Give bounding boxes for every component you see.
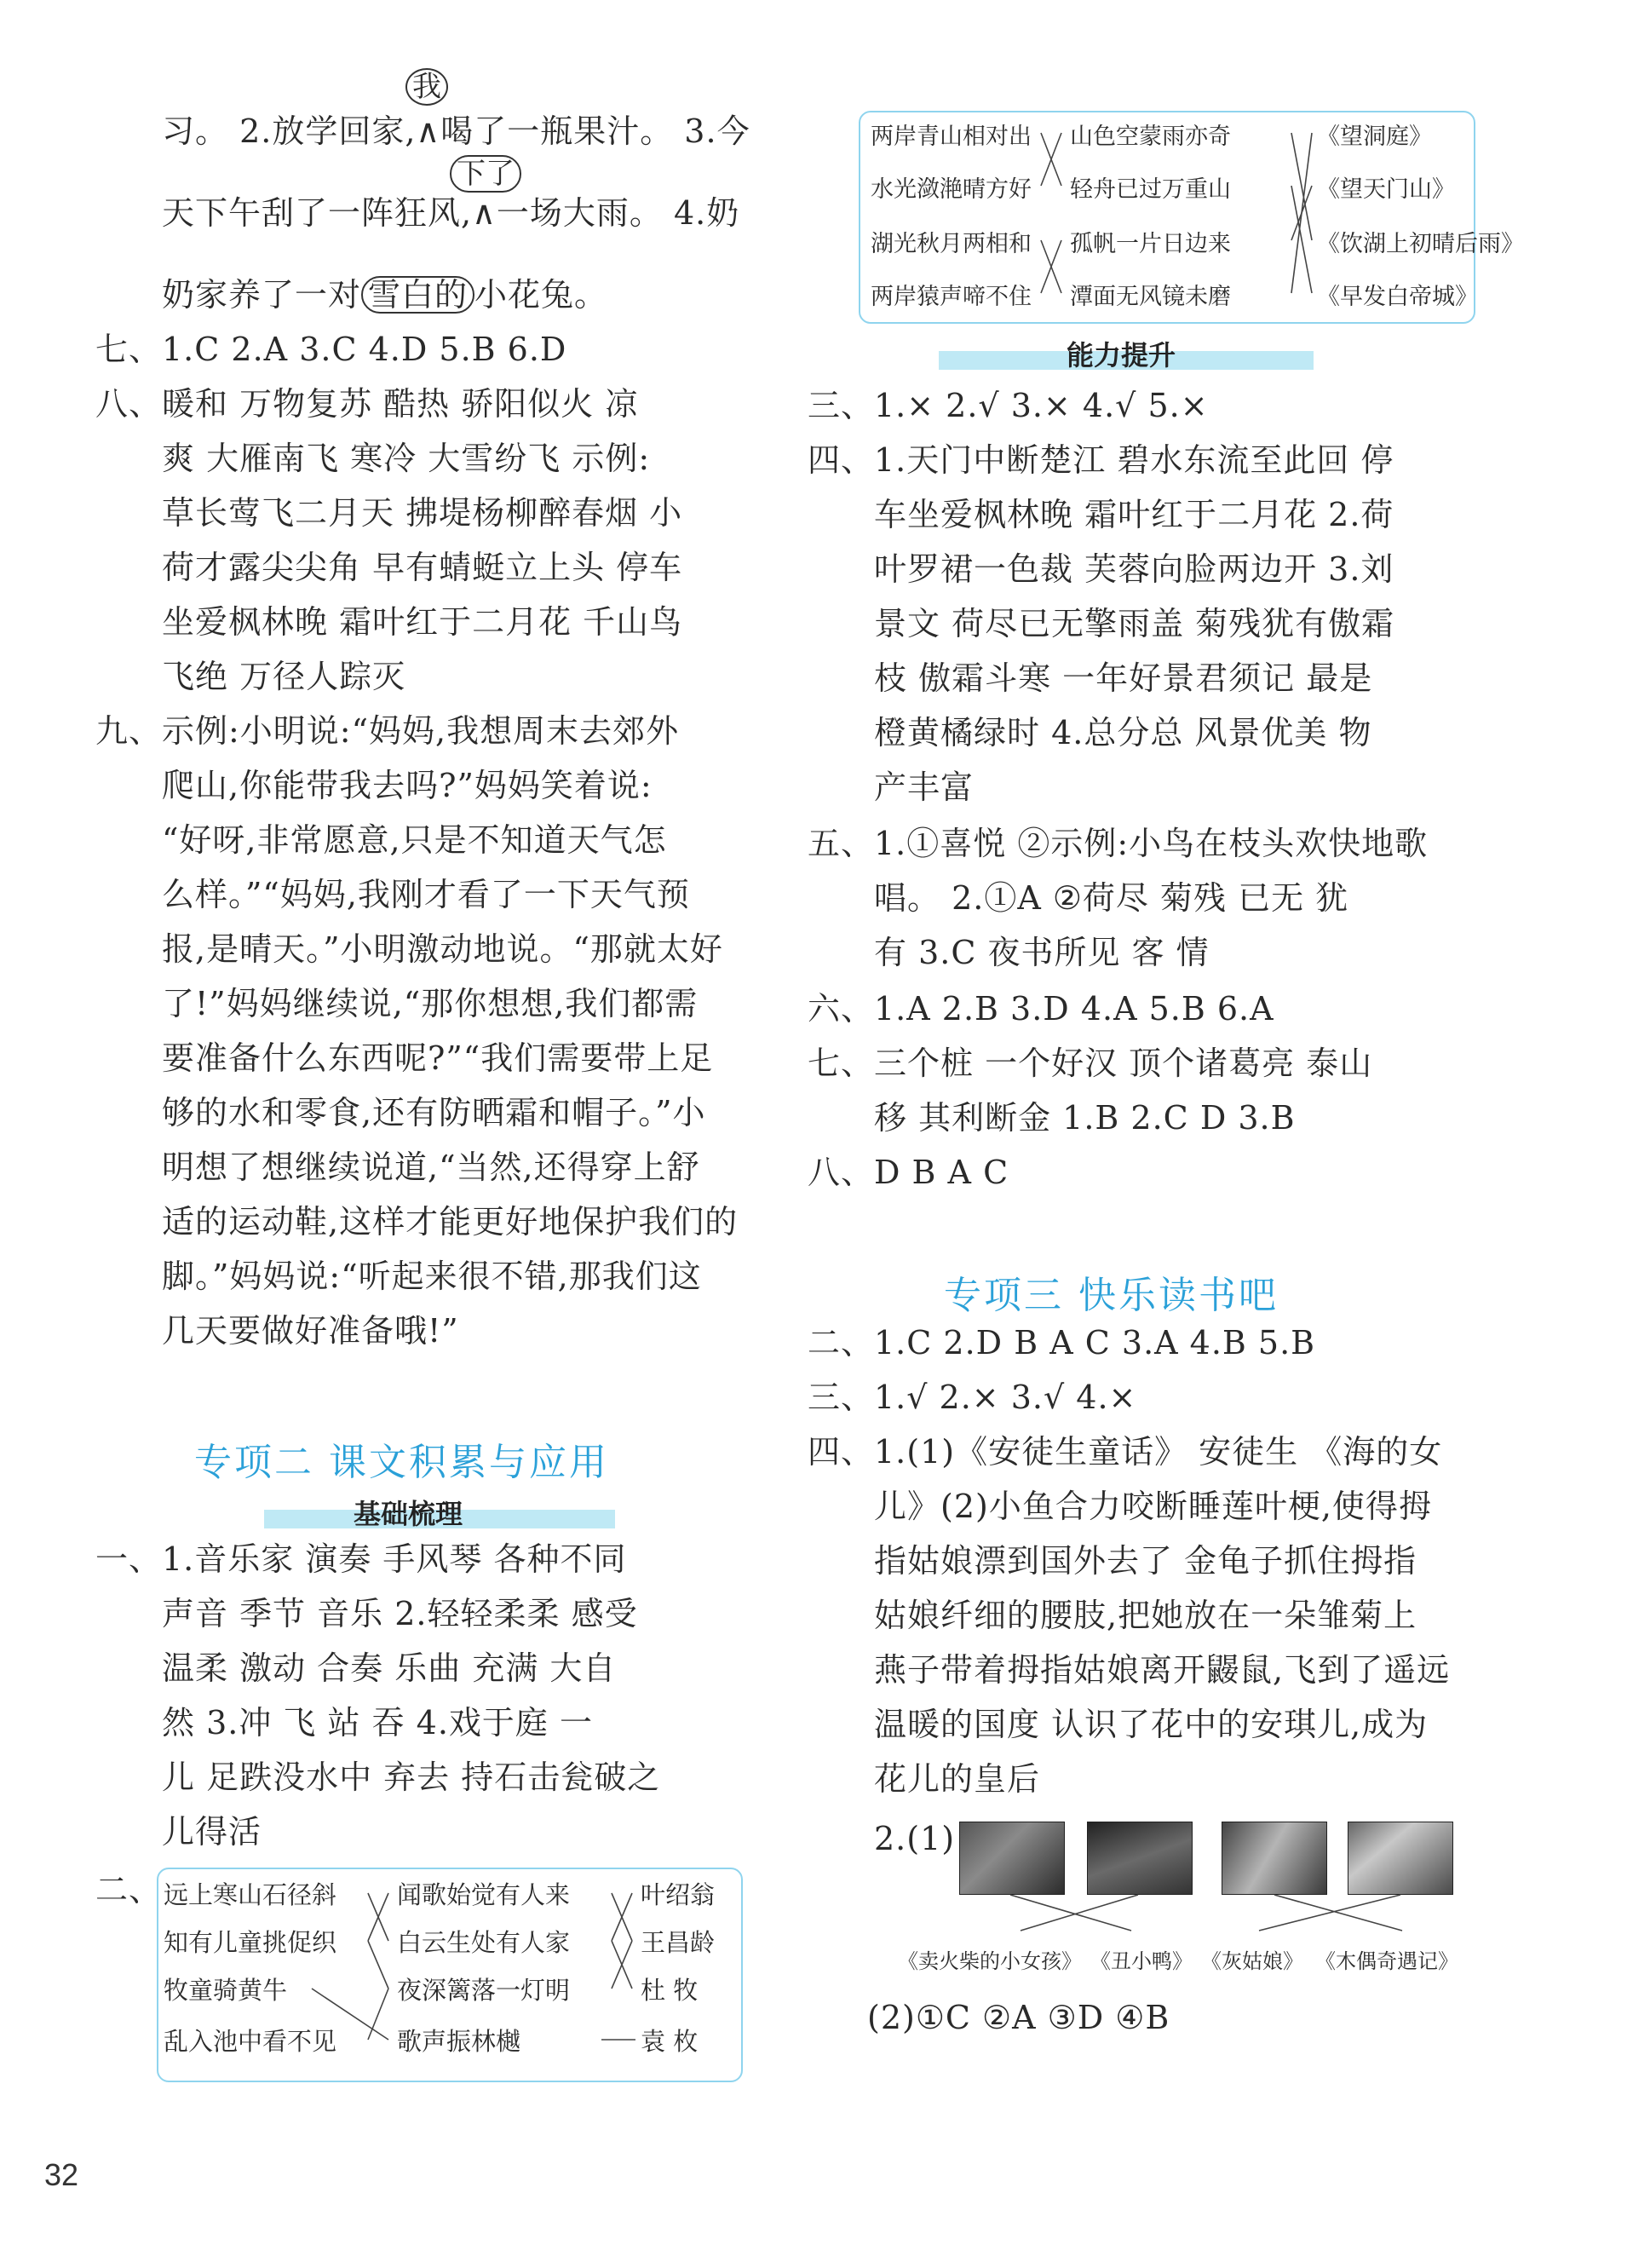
s3-q4-2-label: 2.(1) bbox=[874, 1820, 956, 1857]
r-q5-line: 有 3.C 夜书所见 客 情 bbox=[874, 934, 1210, 971]
q9-line: 爬山,你能带我去吗?”妈妈笑着说: bbox=[162, 767, 653, 804]
s3-q2: 二、1.C 2.D B A C 3.A 4.B 5.B bbox=[808, 1324, 1316, 1361]
text-fragment: 奶家养了一对 bbox=[162, 276, 362, 314]
circled-word: 雪白的 bbox=[361, 276, 474, 314]
page-number: 32 bbox=[44, 2157, 79, 2192]
match-item: 轻舟已过万重山 bbox=[1070, 176, 1231, 203]
r-q8: 八、D B A C bbox=[808, 1154, 1009, 1191]
r-q7-line: 移 其利断金 1.B 2.C D 3.B bbox=[874, 1099, 1296, 1137]
q8-line: 坐爱枫林晚 霜叶红于二月花 千山鸟 bbox=[162, 603, 683, 641]
matching-box-right bbox=[859, 111, 1524, 324]
q9-line: 几天要做好准备哦!” bbox=[162, 1312, 459, 1350]
match-item: 牧童骑黄牛 bbox=[164, 1976, 288, 2005]
match-item: 潭面无风镜未磨 bbox=[1070, 284, 1231, 310]
r-q4-line: 枝 傲霜斗寒 一年好景君须记 最是 bbox=[874, 659, 1373, 697]
q9-line: 明想了想继续说道,“当然,还得穿上舒 bbox=[162, 1148, 700, 1186]
match-item: 乱入池中看不见 bbox=[164, 2027, 337, 2056]
match-item: 白云生处有人家 bbox=[397, 1928, 571, 1957]
q9-line: 了!”妈妈继续说,“那你想想,我们都需 bbox=[162, 985, 699, 1022]
r-q4-line: 产丰富 bbox=[874, 768, 975, 806]
s3-q3: 三、1.√ 2.× 3.√ 4.× bbox=[808, 1379, 1137, 1416]
r-q3: 三、1.× 2.√ 3.× 4.√ 5.× bbox=[808, 387, 1209, 424]
illustration-thumb-3 bbox=[1222, 1822, 1327, 1895]
book-title: 《卖火柴的小女孩》 bbox=[898, 1949, 1082, 1973]
book-title: 《丑小鸭》 bbox=[1090, 1949, 1193, 1973]
match-item: 山色空蒙雨亦奇 bbox=[1070, 124, 1231, 150]
text-line: 习。 2.放学回家,∧喝了一瓶果汁。 3.今 bbox=[162, 112, 750, 150]
s3-q4-2-answers: (2)①C ②A ③D ④B bbox=[867, 1999, 1170, 2036]
r-q5-line: 五、1.①喜悦 ②示例:小鸟在枝头欢快地歌 bbox=[808, 825, 1429, 862]
text-fragment: 小花兔。 bbox=[474, 276, 608, 314]
s3-q4-line: 指姑娘漂到国外去了 金龟子抓住拇指 bbox=[874, 1542, 1417, 1580]
q8-line: 八、暖和 万物复苏 酷热 骄阳似火 凉 bbox=[95, 385, 639, 423]
text-line bbox=[162, 274, 607, 315]
q9-line: 要准备什么东西呢?”“我们需要带上足 bbox=[162, 1039, 714, 1077]
match-item: 水光潋滟晴方好 bbox=[871, 176, 1032, 203]
r-q7-line: 七、三个桩 一个好汉 顶个诸葛亮 泰山 bbox=[808, 1045, 1373, 1082]
illustration-thumb-2 bbox=[1087, 1822, 1193, 1895]
q9-line: 报,是晴天。”小明激动地说。“那就太好 bbox=[162, 930, 723, 968]
q9-line: 九、示例:小明说:“妈妈,我想周末去郊外 bbox=[95, 712, 680, 750]
s3-q4-line: 四、1.(1)《安徒生童话》 安徒生 《海的女 bbox=[808, 1433, 1443, 1471]
ability-subheading: 能力提升 bbox=[1067, 339, 1176, 371]
text-line: 天下午刮了一阵狂风,∧一场大雨。 4.奶 bbox=[162, 194, 740, 232]
q8-line: 草长莺飞二月天 拂堤杨柳醉春烟 小 bbox=[162, 494, 683, 532]
match-item: 叶绍翁 bbox=[641, 1880, 716, 1909]
matching-box-left bbox=[157, 1868, 743, 2082]
r-q4-line: 景文 荷尽已无擎雨盖 菊残犹有傲霜 bbox=[874, 605, 1395, 642]
match-item: 远上寒山石径斜 bbox=[164, 1880, 337, 1909]
section-2-subheading: 基础梳理 bbox=[354, 1498, 463, 1530]
s2-q1-line: 一、1.音乐家 演奏 手风琴 各种不同 bbox=[95, 1540, 627, 1578]
section-3-title: 专项三 快乐读书吧 bbox=[944, 1274, 1279, 1317]
match-item: 闻歌始觉有人来 bbox=[397, 1880, 571, 1909]
match-item: 袁 枚 bbox=[641, 2027, 699, 2056]
match-item: 歌声振林樾 bbox=[397, 2027, 521, 2056]
match-item: 孤帆一片日边来 bbox=[1070, 231, 1231, 257]
s2-q1-line: 儿 足跌没水中 弃去 持石击瓮破之 bbox=[162, 1759, 661, 1796]
s3-q4-line: 温暖的国度 认识了花中的安琪儿,成为 bbox=[874, 1706, 1429, 1743]
match-item: 杜 牧 bbox=[641, 1976, 699, 2005]
match-item: 《饮湖上初晴后雨》 bbox=[1317, 231, 1524, 257]
book-title: 《木偶奇遇记》 bbox=[1315, 1949, 1458, 1973]
match-item: 《望洞庭》 bbox=[1317, 124, 1432, 150]
q9-line: “好呀,非常愿意,只是不知道天气怎 bbox=[162, 821, 667, 859]
q9-line: 么样。”“妈妈,我刚才看了一下天气预 bbox=[162, 876, 690, 913]
insert-annotation-2: 下了 bbox=[450, 155, 521, 193]
match-item: 湖光秋月两相和 bbox=[871, 231, 1032, 257]
s3-q4-line: 姑娘纤细的腰肢,把她放在一朵雏菊上 bbox=[874, 1597, 1417, 1634]
illustration-thumb-4 bbox=[1348, 1822, 1453, 1895]
s2-q1-line: 然 3.冲 飞 站 吞 4.戏于庭 一 bbox=[162, 1704, 593, 1741]
s3-q4-line: 花儿的皇后 bbox=[874, 1760, 1041, 1798]
r-q4-line: 四、1.天门中断楚江 碧水东流至此回 停 bbox=[808, 441, 1394, 479]
illustration-thumb-1 bbox=[959, 1822, 1065, 1895]
r-q4-line: 叶罗裙一色裁 芙蓉向脸两边开 3.刘 bbox=[874, 550, 1394, 588]
insert-annotation-1: 我 bbox=[405, 68, 448, 106]
book-title: 《灰姑娘》 bbox=[1201, 1949, 1303, 1973]
s2-q2-label: 二、 bbox=[95, 1871, 163, 1908]
s3-q4-line: 儿》(2)小鱼合力咬断睡莲叶梗,使得拇 bbox=[874, 1488, 1432, 1525]
r-q6: 六、1.A 2.B 3.D 4.A 5.B 6.A bbox=[808, 990, 1274, 1028]
q8-line: 飞绝 万径人踪灭 bbox=[162, 658, 406, 695]
q8-line: 荷才露尖尖角 早有蜻蜓立上头 停车 bbox=[162, 549, 683, 586]
s2-q1-line: 声音 季节 音乐 2.轻轻柔柔 感受 bbox=[162, 1595, 638, 1632]
match-item: 两岸青山相对出 bbox=[871, 124, 1032, 150]
r-q5-line: 唱。 2.①A ②荷尽 菊残 已无 犹 bbox=[874, 879, 1349, 917]
match-item: 夜深篱落一灯明 bbox=[397, 1976, 571, 2005]
q8-line: 爽 大雁南飞 寒冷 大雪纷飞 示例: bbox=[162, 440, 651, 477]
match-item: 《望天门山》 bbox=[1317, 176, 1455, 203]
s2-q1-line: 温柔 激动 合奏 乐曲 充满 大自 bbox=[162, 1649, 617, 1687]
section-2-title: 专项二 课文积累与应用 bbox=[194, 1441, 609, 1484]
match-item: 《早发白帝城》 bbox=[1317, 284, 1478, 310]
match-item: 知有儿童挑促织 bbox=[164, 1928, 337, 1957]
match-item: 王昌龄 bbox=[641, 1928, 716, 1957]
s2-q1-line: 儿得活 bbox=[162, 1813, 262, 1851]
s3-q4-line: 燕子带着拇指姑娘离开鼹鼠,飞到了遥远 bbox=[874, 1651, 1451, 1689]
q7-answers: 七、1.C 2.A 3.C 4.D 5.B 6.D bbox=[95, 331, 567, 368]
q9-line: 脚。”妈妈说:“听起来很不错,那我们这 bbox=[162, 1258, 702, 1295]
q9-line: 适的运动鞋,这样才能更好地保护我们的 bbox=[162, 1203, 739, 1240]
match-item: 两岸猿声啼不住 bbox=[871, 284, 1032, 310]
q9-line: 够的水和零食,还有防晒霜和帽子。”小 bbox=[162, 1094, 706, 1131]
r-q4-line: 车坐爱枫林晚 霜叶红于二月花 2.荷 bbox=[874, 496, 1394, 533]
r-q4-line: 橙黄橘绿时 4.总分总 风景优美 物 bbox=[874, 714, 1372, 751]
